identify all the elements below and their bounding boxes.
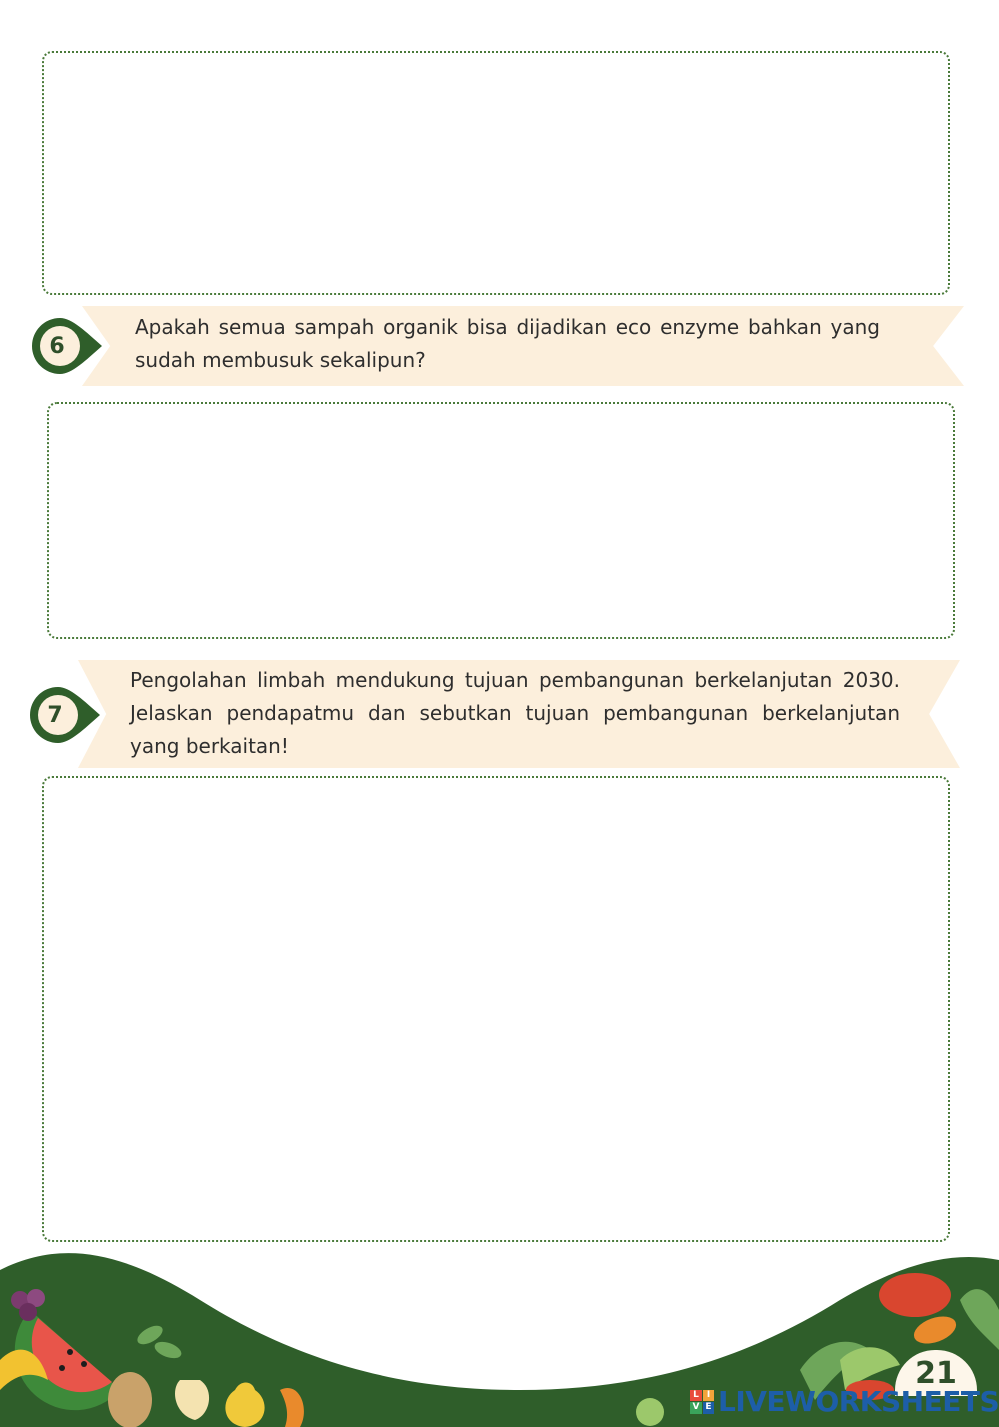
question-7-badge: [28, 685, 88, 745]
question-7-number: 7: [47, 702, 63, 728]
page-number: 21: [895, 1350, 977, 1396]
liveworksheets-watermark: [690, 1385, 999, 1418]
question-6-number: 6: [49, 333, 65, 359]
question-6-badge: [30, 316, 90, 376]
liveworksheets-logo-icon: L I V E: [690, 1390, 714, 1414]
answer-box-7[interactable]: [42, 776, 950, 1242]
question-7-text: Pengolahan limbah mendukung tujuan pembangunan berkelanjutan 2030. Jelaskan pendapatmu dan sebutkan tujuan pembangunan berkelanjutan yang berkaitan!: [130, 668, 900, 758]
answer-input-7[interactable]: [44, 778, 948, 1240]
answer-box-5[interactable]: [42, 51, 950, 295]
watermark-text: LIVEWORKSHEETS: [718, 1385, 999, 1418]
answer-input-6[interactable]: [49, 404, 953, 637]
answer-input-5[interactable]: [44, 53, 948, 293]
question-6-text: Apakah semua sampah organik bisa dijadikan eco enzyme bahkan yang sudah membusuk sekalipun?: [135, 315, 880, 372]
answer-box-6[interactable]: [47, 402, 955, 639]
